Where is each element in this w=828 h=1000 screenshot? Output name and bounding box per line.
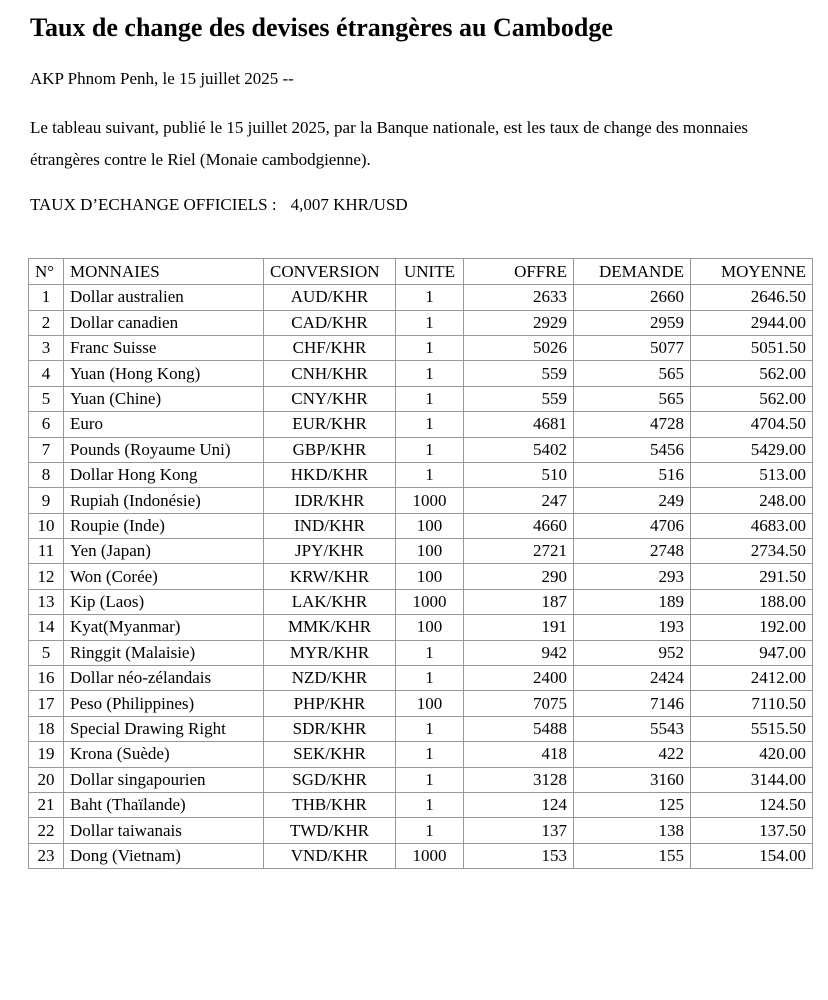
cell-conversion: CNH/KHR: [264, 361, 396, 386]
cell-demande: 2959: [574, 310, 691, 335]
cell-moyenne: 291.50: [691, 564, 813, 589]
cell-monnaie: Dollar taiwanais: [64, 818, 264, 843]
table-row: [29, 310, 813, 335]
cell-unite: 1: [396, 412, 464, 437]
cell-offre: 559: [464, 361, 574, 386]
cell-moyenne: 4704.50: [691, 412, 813, 437]
cell-conversion: MYR/KHR: [264, 640, 396, 665]
cell-conversion: HKD/KHR: [264, 462, 396, 487]
cell-conversion: JPY/KHR: [264, 539, 396, 564]
cell-moyenne: 562.00: [691, 361, 813, 386]
table-row: [29, 742, 813, 767]
cell-offre: 7075: [464, 691, 574, 716]
cell-numero: 2: [29, 310, 64, 335]
cell-demande: 293: [574, 564, 691, 589]
cell-conversion: PHP/KHR: [264, 691, 396, 716]
cell-offre: 5402: [464, 437, 574, 462]
col-header-offre: OFFRE: [464, 259, 574, 285]
table-row: [29, 589, 813, 614]
table-row: [29, 539, 813, 564]
cell-unite: 100: [396, 539, 464, 564]
col-header-demande: DEMANDE: [574, 259, 691, 285]
cell-monnaie: Dollar Hong Kong: [64, 462, 264, 487]
cell-unite: 1000: [396, 488, 464, 513]
cell-monnaie: Dollar canadien: [64, 310, 264, 335]
cell-monnaie: Dong (Vietnam): [64, 843, 264, 868]
cell-monnaie: Franc Suisse: [64, 335, 264, 360]
cell-offre: 2400: [464, 666, 574, 691]
cell-offre: 942: [464, 640, 574, 665]
cell-demande: 4728: [574, 412, 691, 437]
cell-monnaie: Euro: [64, 412, 264, 437]
cell-numero: 4: [29, 361, 64, 386]
cell-monnaie: Kyat(Myanmar): [64, 615, 264, 640]
cell-demande: 5543: [574, 716, 691, 741]
cell-offre: 5488: [464, 716, 574, 741]
cell-unite: 1: [396, 386, 464, 411]
cell-demande: 3160: [574, 767, 691, 792]
cell-conversion: TWD/KHR: [264, 818, 396, 843]
cell-monnaie: Dollar néo-zélandais: [64, 666, 264, 691]
cell-offre: 418: [464, 742, 574, 767]
cell-demande: 565: [574, 361, 691, 386]
cell-demande: 5077: [574, 335, 691, 360]
cell-numero: 3: [29, 335, 64, 360]
cell-offre: 4660: [464, 513, 574, 538]
cell-moyenne: 562.00: [691, 386, 813, 411]
cell-moyenne: 947.00: [691, 640, 813, 665]
cell-demande: 155: [574, 843, 691, 868]
cell-offre: 3128: [464, 767, 574, 792]
cell-conversion: IND/KHR: [264, 513, 396, 538]
cell-numero: 6: [29, 412, 64, 437]
cell-offre: 187: [464, 589, 574, 614]
official-rate-value: 4,007 KHR/USD: [290, 195, 408, 215]
cell-unite: 1000: [396, 589, 464, 614]
col-header-numero: N°: [29, 259, 64, 285]
table-row: [29, 437, 813, 462]
cell-conversion: IDR/KHR: [264, 488, 396, 513]
cell-numero: 11: [29, 539, 64, 564]
cell-monnaie: Peso (Philippines): [64, 691, 264, 716]
cell-monnaie: Special Drawing Right: [64, 716, 264, 741]
cell-numero: 22: [29, 818, 64, 843]
cell-offre: 5026: [464, 335, 574, 360]
cell-demande: 193: [574, 615, 691, 640]
cell-unite: 100: [396, 691, 464, 716]
cell-monnaie: Kip (Laos): [64, 589, 264, 614]
table-row: [29, 335, 813, 360]
cell-monnaie: Ringgit (Malaisie): [64, 640, 264, 665]
official-rate-line: [30, 194, 812, 216]
cell-conversion: SDR/KHR: [264, 716, 396, 741]
cell-demande: 5456: [574, 437, 691, 462]
cell-offre: 2633: [464, 285, 574, 310]
cell-numero: 12: [29, 564, 64, 589]
cell-monnaie: Dollar singapourien: [64, 767, 264, 792]
cell-numero: 20: [29, 767, 64, 792]
table-row: [29, 716, 813, 741]
table-row: [29, 564, 813, 589]
cell-moyenne: 2944.00: [691, 310, 813, 335]
cell-monnaie: Won (Corée): [64, 564, 264, 589]
cell-numero: 7: [29, 437, 64, 462]
cell-moyenne: 5515.50: [691, 716, 813, 741]
cell-moyenne: 5051.50: [691, 335, 813, 360]
table-header-row: [29, 259, 813, 285]
cell-unite: 1000: [396, 843, 464, 868]
table-row: [29, 285, 813, 310]
col-header-conversion: CONVERSION: [264, 259, 396, 285]
cell-monnaie: Krona (Suède): [64, 742, 264, 767]
cell-monnaie: Dollar australien: [64, 285, 264, 310]
cell-unite: 100: [396, 615, 464, 640]
cell-unite: 100: [396, 564, 464, 589]
cell-unite: 1: [396, 640, 464, 665]
cell-offre: 124: [464, 793, 574, 818]
cell-unite: 1: [396, 818, 464, 843]
cell-numero: 5: [29, 386, 64, 411]
cell-offre: 153: [464, 843, 574, 868]
table-row: [29, 793, 813, 818]
cell-numero: 1: [29, 285, 64, 310]
cell-unite: 1: [396, 462, 464, 487]
table-row: [29, 767, 813, 792]
cell-moyenne: 2734.50: [691, 539, 813, 564]
table-row: [29, 412, 813, 437]
cell-demande: 422: [574, 742, 691, 767]
cell-demande: 189: [574, 589, 691, 614]
cell-demande: 2424: [574, 666, 691, 691]
cell-moyenne: 3144.00: [691, 767, 813, 792]
cell-offre: 2721: [464, 539, 574, 564]
table-row: [29, 488, 813, 513]
cell-moyenne: 2646.50: [691, 285, 813, 310]
cell-monnaie: Rupiah (Indonésie): [64, 488, 264, 513]
cell-offre: 290: [464, 564, 574, 589]
cell-conversion: LAK/KHR: [264, 589, 396, 614]
cell-unite: 1: [396, 285, 464, 310]
cell-demande: 249: [574, 488, 691, 513]
cell-numero: 18: [29, 716, 64, 741]
cell-moyenne: 2412.00: [691, 666, 813, 691]
cell-monnaie: Yuan (Hong Kong): [64, 361, 264, 386]
cell-moyenne: 248.00: [691, 488, 813, 513]
cell-demande: 2748: [574, 539, 691, 564]
cell-offre: 247: [464, 488, 574, 513]
cell-conversion: AUD/KHR: [264, 285, 396, 310]
table-row: [29, 818, 813, 843]
cell-moyenne: 188.00: [691, 589, 813, 614]
col-header-unite: UNITE: [396, 259, 464, 285]
cell-demande: 7146: [574, 691, 691, 716]
table-row: [29, 615, 813, 640]
cell-offre: 4681: [464, 412, 574, 437]
cell-unite: 1: [396, 361, 464, 386]
exchange-table-body: [29, 285, 813, 869]
cell-moyenne: 192.00: [691, 615, 813, 640]
cell-unite: 100: [396, 513, 464, 538]
cell-demande: 4706: [574, 513, 691, 538]
cell-numero: 17: [29, 691, 64, 716]
cell-offre: 191: [464, 615, 574, 640]
cell-unite: 1: [396, 767, 464, 792]
col-header-monnaies: MONNAIES: [64, 259, 264, 285]
cell-offre: 2929: [464, 310, 574, 335]
cell-moyenne: 420.00: [691, 742, 813, 767]
cell-unite: 1: [396, 716, 464, 741]
cell-monnaie: Baht (Thaïlande): [64, 793, 264, 818]
cell-conversion: SGD/KHR: [264, 767, 396, 792]
table-row: [29, 513, 813, 538]
exchange-rates-table: [28, 258, 813, 869]
cell-moyenne: 124.50: [691, 793, 813, 818]
col-header-moyenne: MOYENNE: [691, 259, 813, 285]
cell-conversion: NZD/KHR: [264, 666, 396, 691]
cell-demande: 138: [574, 818, 691, 843]
cell-conversion: SEK/KHR: [264, 742, 396, 767]
table-row: [29, 462, 813, 487]
cell-moyenne: 154.00: [691, 843, 813, 868]
dateline: AKP Phnom Penh, le 15 juillet 2025 --: [30, 69, 294, 89]
cell-demande: 565: [574, 386, 691, 411]
cell-conversion: CAD/KHR: [264, 310, 396, 335]
cell-moyenne: 513.00: [691, 462, 813, 487]
cell-unite: 1: [396, 310, 464, 335]
cell-unite: 1: [396, 742, 464, 767]
cell-conversion: KRW/KHR: [264, 564, 396, 589]
cell-moyenne: 7110.50: [691, 691, 813, 716]
table-row: [29, 640, 813, 665]
cell-numero: 10: [29, 513, 64, 538]
cell-numero: 21: [29, 793, 64, 818]
official-rate-label: TAUX D’ECHANGE OFFICIELS :: [30, 195, 277, 215]
cell-numero: 9: [29, 488, 64, 513]
cell-numero: 23: [29, 843, 64, 868]
cell-monnaie: Pounds (Royaume Uni): [64, 437, 264, 462]
cell-unite: 1: [396, 666, 464, 691]
cell-numero: 5: [29, 640, 64, 665]
cell-demande: 2660: [574, 285, 691, 310]
cell-offre: 559: [464, 386, 574, 411]
cell-numero: 8: [29, 462, 64, 487]
cell-conversion: VND/KHR: [264, 843, 396, 868]
cell-conversion: MMK/KHR: [264, 615, 396, 640]
cell-conversion: CHF/KHR: [264, 335, 396, 360]
cell-numero: 14: [29, 615, 64, 640]
table-row: [29, 691, 813, 716]
cell-conversion: THB/KHR: [264, 793, 396, 818]
cell-unite: 1: [396, 335, 464, 360]
cell-conversion: EUR/KHR: [264, 412, 396, 437]
table-row: [29, 666, 813, 691]
table-row: [29, 843, 813, 868]
cell-monnaie: Yuan (Chine): [64, 386, 264, 411]
cell-moyenne: 4683.00: [691, 513, 813, 538]
cell-demande: 516: [574, 462, 691, 487]
cell-unite: 1: [396, 437, 464, 462]
page-title: Taux de change des devises étrangères au Cambodge: [30, 13, 613, 42]
cell-offre: 137: [464, 818, 574, 843]
cell-numero: 13: [29, 589, 64, 614]
intro-paragraph: Le tableau suivant, publié le 15 juillet 2025, par la Banque nationale, est les taux de change des monnaies étrangères contre le Riel (Monaie cambodgienne).: [30, 118, 749, 170]
cell-moyenne: 137.50: [691, 818, 813, 843]
table-row: [29, 386, 813, 411]
cell-moyenne: 5429.00: [691, 437, 813, 462]
table-row: [29, 361, 813, 386]
cell-numero: 16: [29, 666, 64, 691]
cell-demande: 952: [574, 640, 691, 665]
cell-monnaie: Roupie (Inde): [64, 513, 264, 538]
cell-monnaie: Yen (Japan): [64, 539, 264, 564]
cell-conversion: GBP/KHR: [264, 437, 396, 462]
cell-offre: 510: [464, 462, 574, 487]
cell-numero: 19: [29, 742, 64, 767]
cell-conversion: CNY/KHR: [264, 386, 396, 411]
cell-unite: 1: [396, 793, 464, 818]
cell-demande: 125: [574, 793, 691, 818]
